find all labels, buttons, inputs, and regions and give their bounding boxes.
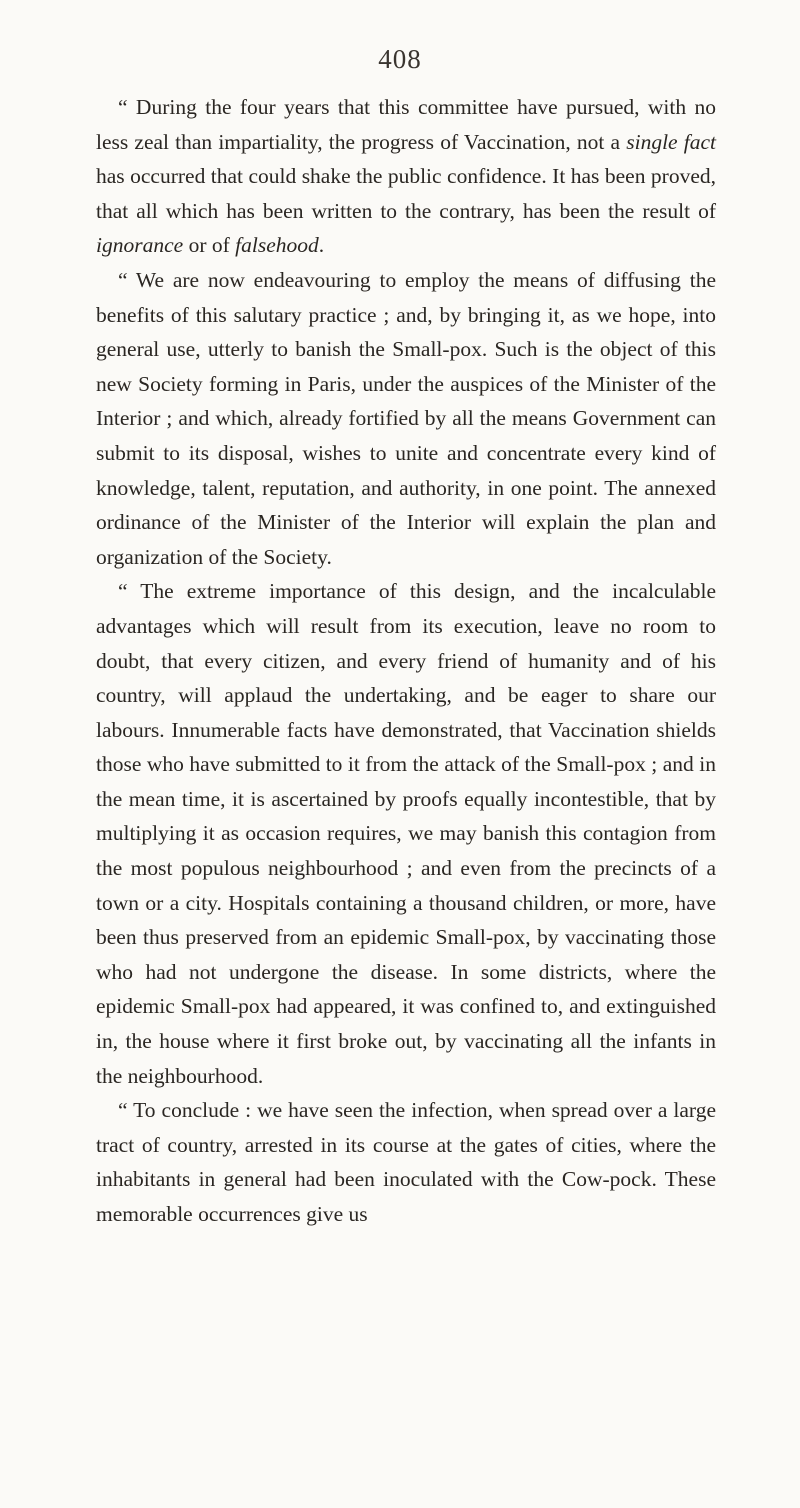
body-text bbox=[96, 90, 716, 1232]
paragraph-conclusion: “ To conclude : we have seen the infection, when spread over a large tract of country, arrested in its course at the gates of cities, where the inhabitants in general had been inoculated with the Cow-pock. These memorable occurrences give us bbox=[96, 1098, 716, 1226]
paragraph-1-text-b: has occurred that could shake the public confidence. It has been proved, that all which has been written to the contrary, has been the result of bbox=[96, 164, 716, 223]
emphasis-falsehood: falsehood bbox=[235, 233, 319, 258]
paragraph-1-text-c: or of bbox=[183, 233, 236, 258]
page-number: 408 bbox=[378, 44, 422, 74]
paragraph-1-text-a: “ During the four years that this committee have pursued, with no less zeal than impartiality, the progress of Vaccination, not a bbox=[96, 95, 716, 154]
paragraph-1-text-d: . bbox=[318, 233, 325, 258]
paragraph-committee-findings bbox=[96, 90, 716, 263]
emphasis-single-fact: single fact bbox=[626, 129, 716, 154]
paragraph-importance-of-design: “ The extreme importance of this design, and the incalculable advantages which will result from its execution, leave no room to doubt, that every citizen, and every friend of humanity and of his country, will applaud the undertaking, and be eager to share our labours. Innumerable facts have demonstrated, that Vaccination shields those who have submitted to it from the attack of the Small-pox ; and in the mean time, it is ascertained by proofs equally incontestible, that by multiplying it as occasion requires, we may banish this contagion from the most populous neighbourhood ; and even from the precincts of a town or a city. Hospitals containing a thousand children, or more, have been thus preserved from an epidemic Small-pox, by vaccinating those who had not undergone the disease. In some districts, where the epidemic Small-pox had appeared, it was confined to, and extinguished in, the house where it first broke out, by vaccinating all the infants in the neighbourhood. bbox=[96, 579, 716, 1088]
paragraph-society-object: “ We are now endeavouring to employ the means of diffusing the benefits of this salutary practice ; and, by bringing it, as we hope, into general use, utterly to banish the Small-pox. Such is the object of this new Society forming in Paris, under the auspices of the Minister of the Interior ; and which, already fortified by all the means Government can submit to its disposal, wishes to unite and concentrate every kind of knowledge, talent, reputation, and authority, in one point. The annexed ordinance of the Minister of the Interior will explain the plan and organization of the Society. bbox=[96, 267, 716, 569]
emphasis-ignorance: ignorance bbox=[96, 233, 184, 258]
